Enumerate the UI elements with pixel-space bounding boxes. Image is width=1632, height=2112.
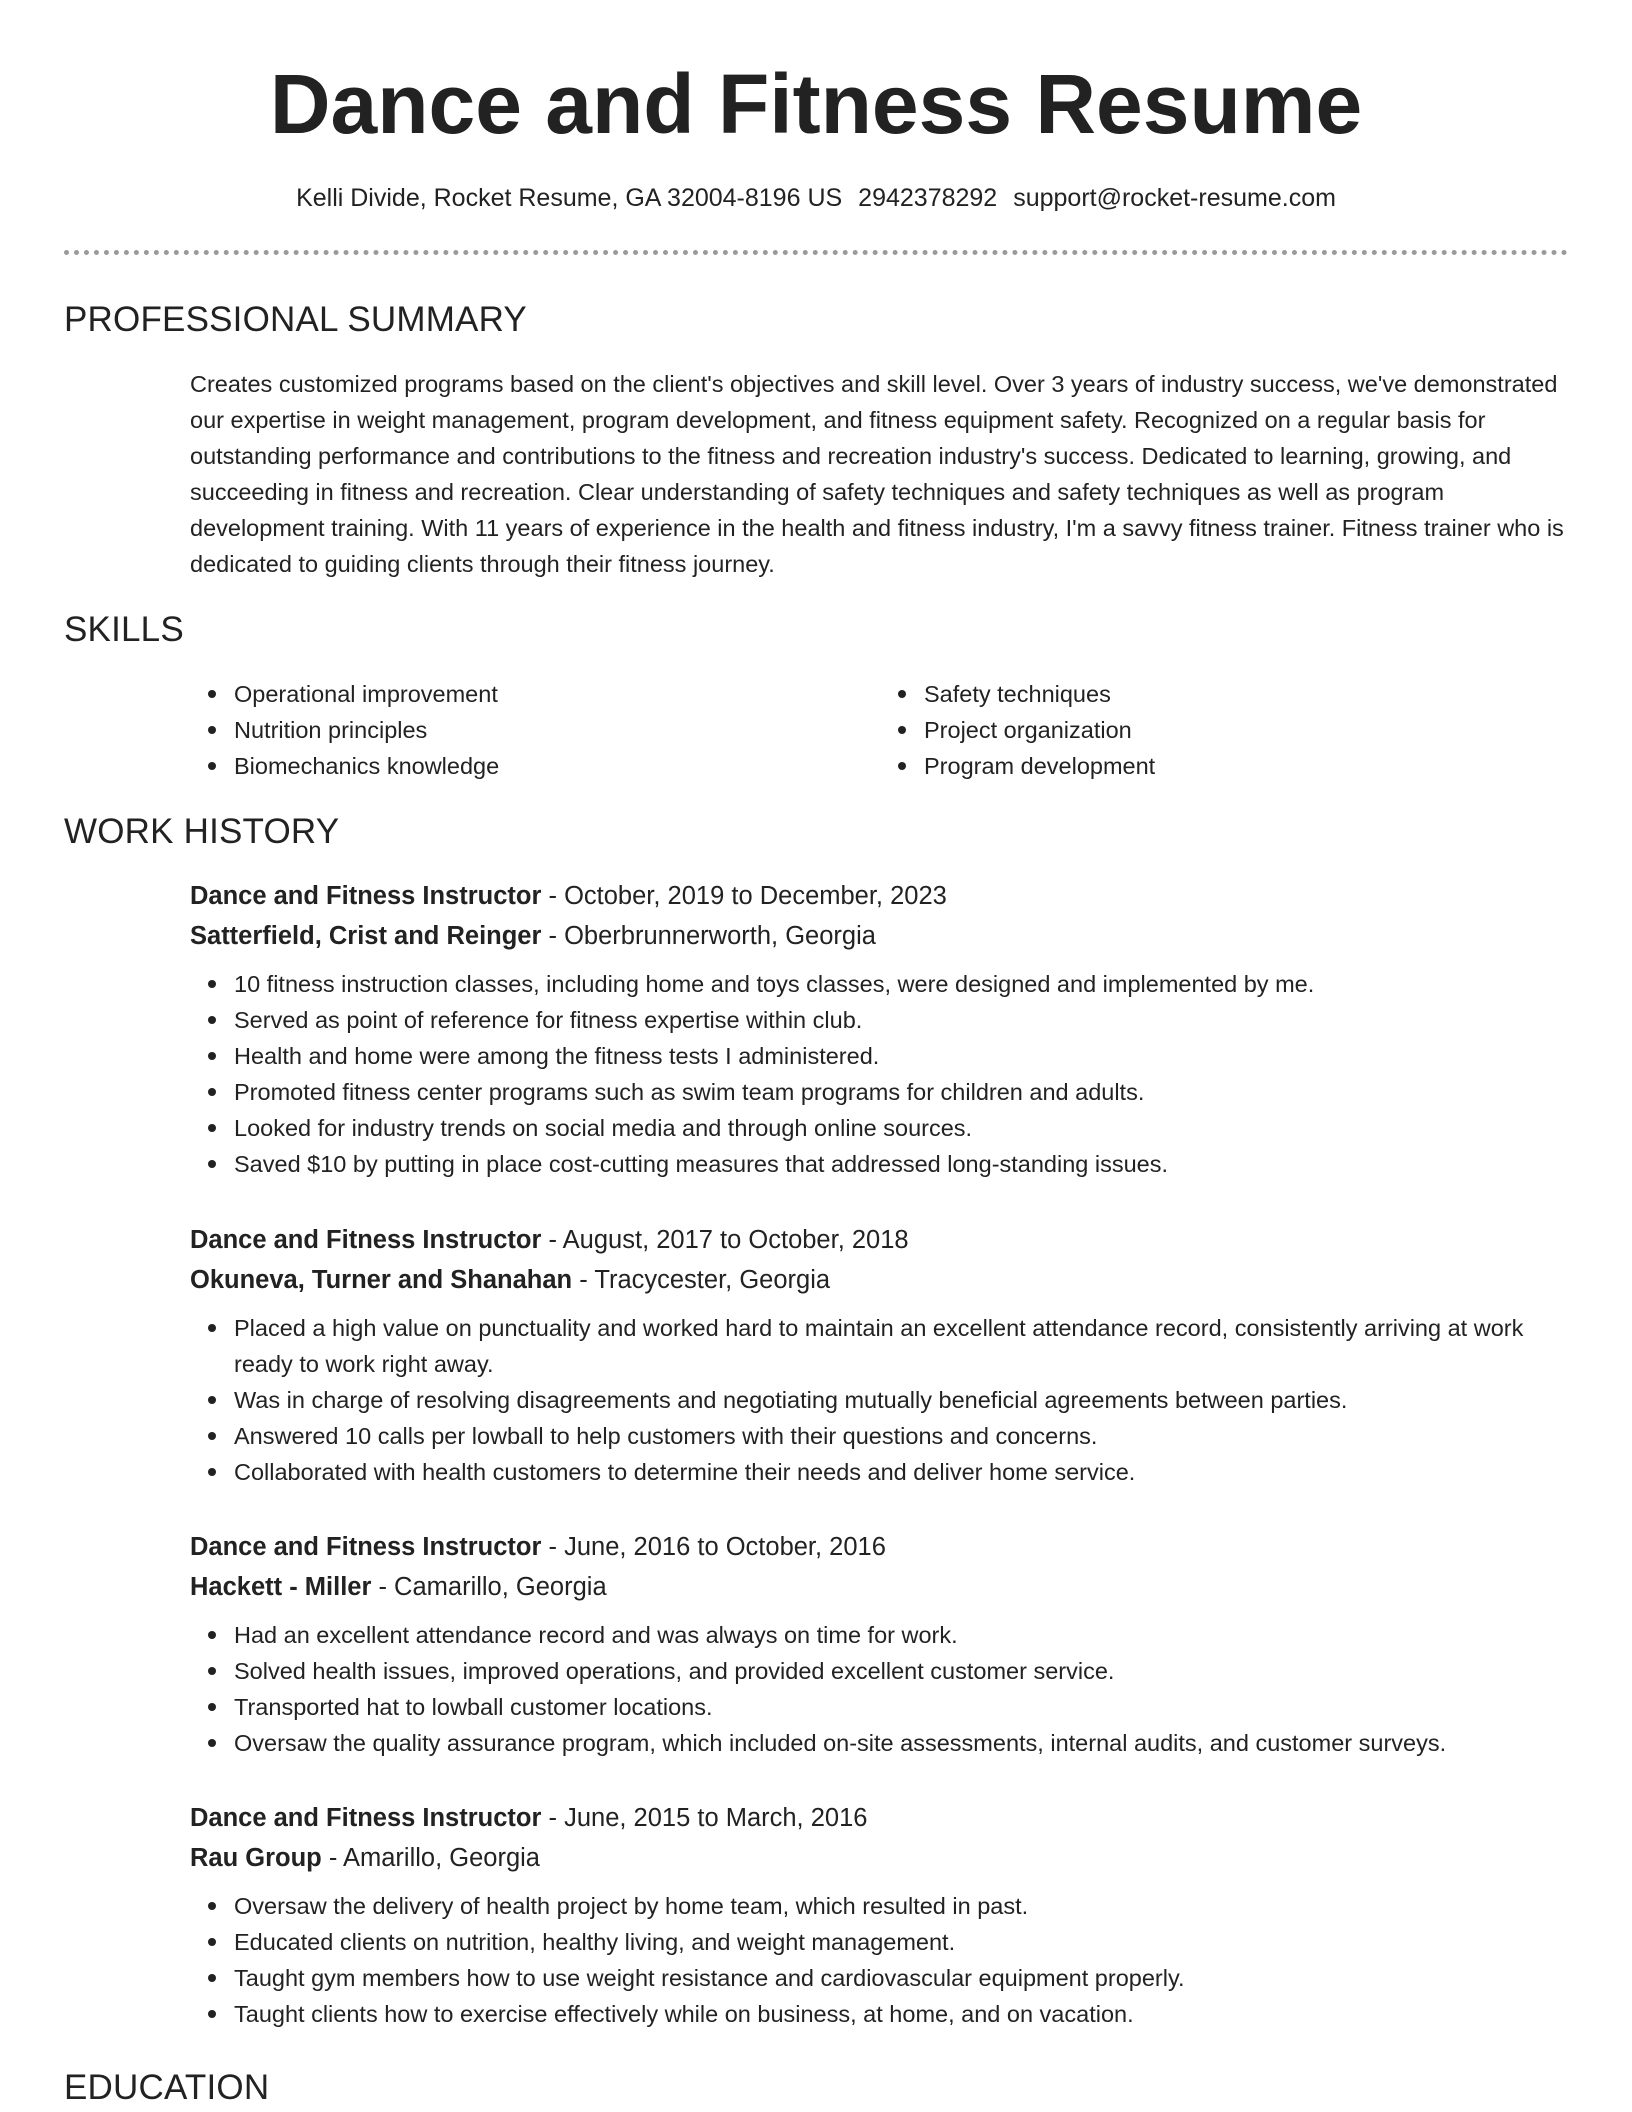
summary-text: Creates customized programs based on the client's objectives and skill level. Over 3 years of industry success, we've demonstrated our expertise in weight management, program development, and fitness equipment safety. Recognized on a regular basis for outstanding performance and contributions to the fitness and recreation industry's success. Dedicated to learning, growing, and succeeding in fitness and recreation. Clear understanding of safety techniques and safety techniques as well as program development training. With 11 years of experience in the health and fitness industry, I'm a savvy fitness trainer. Fitness trainer who is dedicated to guiding clients through their fitness journey. bbox=[190, 371, 1564, 577]
job-title: Dance and Fitness Instructor bbox=[190, 1533, 542, 1561]
job-bullet: Served as point of reference for fitness expertise within club. bbox=[234, 1002, 1570, 1038]
job-bullet: Promoted fitness center programs such as swim team programs for children and adults. bbox=[234, 1074, 1570, 1110]
skill-item: Project organization bbox=[924, 712, 1570, 748]
skills-column-left bbox=[190, 676, 880, 784]
job-title-line bbox=[190, 1220, 1570, 1260]
skills-list bbox=[190, 676, 1570, 784]
job-bullet: Was in charge of resolving disagreements and negotiating mutually beneficial agreements between parties. bbox=[234, 1382, 1570, 1418]
job-bullet: Educated clients on nutrition, healthy living, and weight management. bbox=[234, 1924, 1570, 1960]
skill-item: Operational improvement bbox=[234, 676, 880, 712]
job-dates: - October, 2019 to December, 2023 bbox=[541, 882, 947, 910]
job-entry bbox=[190, 1527, 1570, 1761]
job-bullet: Collaborated with health customers to determine their needs and deliver home service. bbox=[234, 1454, 1570, 1490]
skill-item: Program development bbox=[924, 748, 1570, 784]
job-dates: - June, 2015 to March, 2016 bbox=[541, 1804, 868, 1832]
job-title: Dance and Fitness Instructor bbox=[190, 882, 542, 910]
job-bullet: Taught gym members how to use weight resistance and cardiovascular equipment properly. bbox=[234, 1960, 1570, 1996]
skills-heading: SKILLS bbox=[64, 610, 184, 649]
skills-column-right bbox=[880, 676, 1570, 784]
job-bullet: Oversaw the quality assurance program, which included on-site assessments, internal audits, and customer surveys. bbox=[234, 1725, 1570, 1761]
job-title: Dance and Fitness Instructor bbox=[190, 1226, 542, 1254]
job-bullet: Solved health issues, improved operations, and provided excellent customer service. bbox=[234, 1653, 1570, 1689]
skill-item: Safety techniques bbox=[924, 676, 1570, 712]
job-dates: - August, 2017 to October, 2018 bbox=[541, 1226, 909, 1254]
job-bullet: Health and home were among the fitness tests I administered. bbox=[234, 1038, 1570, 1074]
job-location: - Tracycester, Georgia bbox=[572, 1266, 831, 1294]
education-heading: EDUCATION bbox=[64, 2068, 270, 2107]
job-location: - Camarillo, Georgia bbox=[371, 1573, 607, 1601]
page-title: Dance and Fitness Resume bbox=[269, 57, 1363, 151]
job-bullet: 10 fitness instruction classes, including home and toys classes, were designed and implemented by me. bbox=[234, 966, 1570, 1002]
job-title: Dance and Fitness Instructor bbox=[190, 1804, 542, 1832]
contact-email: support@rocket-resume.com bbox=[1013, 184, 1336, 212]
job-company: Rau Group bbox=[190, 1844, 322, 1872]
summary-heading: PROFESSIONAL SUMMARY bbox=[64, 300, 527, 339]
job-entry bbox=[190, 1798, 1570, 2032]
contact-line bbox=[0, 180, 1632, 216]
job-bullet: Answered 10 calls per lowball to help customers with their questions and concerns. bbox=[234, 1418, 1570, 1454]
job-bullet: Placed a high value on punctuality and worked hard to maintain an excellent attendance record, consistently arriving at work ready to work right away. bbox=[234, 1310, 1570, 1382]
contact-address: Kelli Divide, Rocket Resume, GA 32004-8196 US bbox=[296, 184, 843, 212]
job-company: Satterfield, Crist and Reinger bbox=[190, 922, 542, 950]
job-company: Okuneva, Turner and Shanahan bbox=[190, 1266, 573, 1294]
job-bullet: Oversaw the delivery of health project by home team, which resulted in past. bbox=[234, 1888, 1570, 1924]
job-bullets bbox=[190, 1888, 1570, 2032]
job-entry bbox=[190, 876, 1570, 1182]
job-company-line bbox=[190, 916, 1570, 956]
skill-item: Biomechanics knowledge bbox=[234, 748, 880, 784]
job-bullets bbox=[190, 1617, 1570, 1761]
job-bullet: Looked for industry trends on social media and through online sources. bbox=[234, 1110, 1570, 1146]
job-bullet: Transported hat to lowball customer locations. bbox=[234, 1689, 1570, 1725]
job-location: - Amarillo, Georgia bbox=[321, 1844, 540, 1872]
work-history-heading: WORK HISTORY bbox=[64, 812, 340, 851]
job-bullets bbox=[190, 1310, 1570, 1490]
contact-phone: 2942378292 bbox=[858, 184, 998, 212]
job-entry bbox=[190, 1220, 1570, 1490]
job-bullets bbox=[190, 966, 1570, 1182]
job-location: - Oberbrunnerworth, Georgia bbox=[541, 922, 876, 950]
job-company-line bbox=[190, 1260, 1570, 1300]
skill-item: Nutrition principles bbox=[234, 712, 880, 748]
job-title-line bbox=[190, 1527, 1570, 1567]
job-bullet: Had an excellent attendance record and was always on time for work. bbox=[234, 1617, 1570, 1653]
job-company: Hackett - Miller bbox=[190, 1573, 372, 1601]
header-divider bbox=[64, 250, 1568, 255]
job-title-line bbox=[190, 876, 1570, 916]
job-bullet: Taught clients how to exercise effectively while on business, at home, and on vacation. bbox=[234, 1996, 1570, 2032]
job-company-line bbox=[190, 1567, 1570, 1607]
job-bullet: Saved $10 by putting in place cost-cutting measures that addressed long-standing issues. bbox=[234, 1146, 1570, 1182]
job-title-line bbox=[190, 1798, 1570, 1838]
job-dates: - June, 2016 to October, 2016 bbox=[541, 1533, 886, 1561]
job-company-line bbox=[190, 1838, 1570, 1878]
